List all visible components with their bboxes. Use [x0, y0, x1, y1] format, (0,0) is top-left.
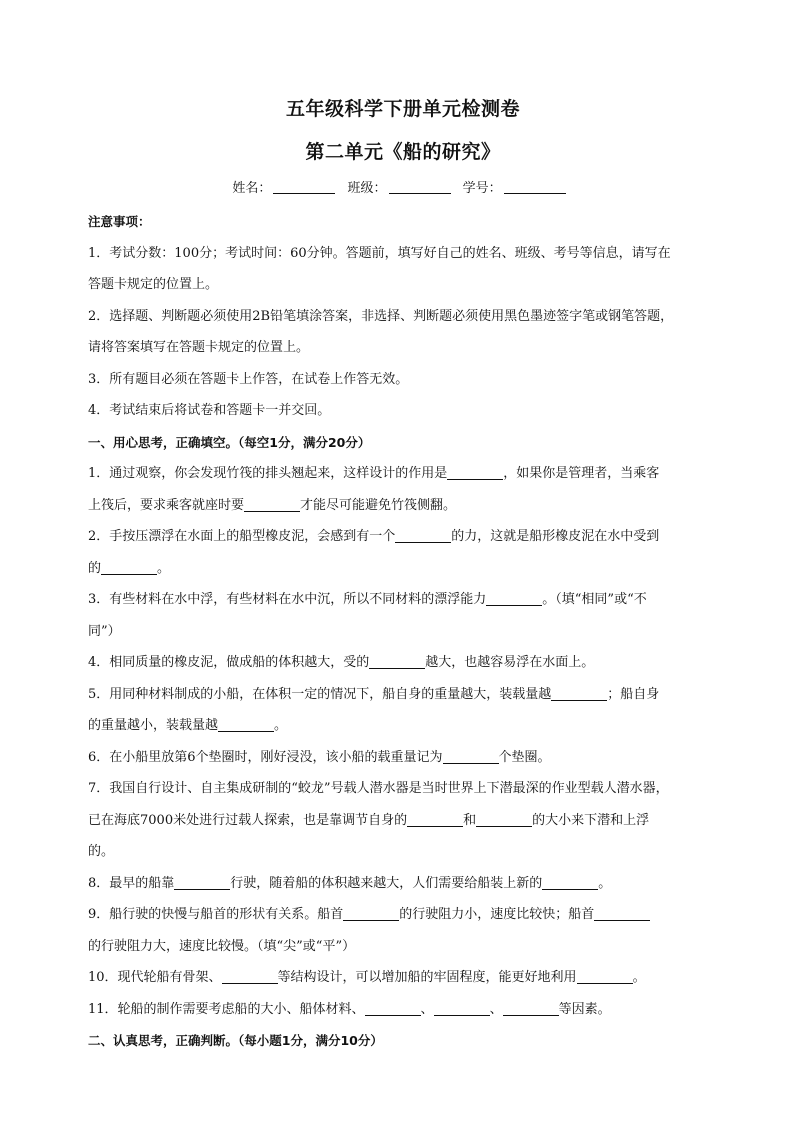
exam-body — [88, 206, 718, 1057]
name-label: 姓名： — [232, 181, 272, 196]
notice-item: 2．选择题、判断题必须使用2B铅笔填涂答案，非选择、判断题必须使用黑色墨迹签字笔或钢笔答题， — [88, 308, 674, 324]
notice-heading: 注意事项： — [88, 214, 151, 229]
question-1 — [88, 458, 718, 490]
question-text: 3．有些材料在水中浮，有些材料在水中沉，所以不同材料的漂浮能力 — [88, 592, 487, 607]
question-text: 。 — [157, 560, 171, 576]
question-text: 。（填“相同”或“不 — [542, 592, 647, 607]
question-6 — [88, 742, 718, 774]
question-5-cont — [88, 710, 718, 742]
answer-blank[interactable] — [101, 560, 157, 575]
answer-blank[interactable] — [222, 969, 278, 984]
answer-blank[interactable] — [476, 812, 532, 827]
answer-blank[interactable] — [369, 654, 425, 669]
notice-item: 4．考试结束后将试卷和答题卡一并交回。 — [88, 403, 331, 418]
answer-blank[interactable] — [503, 1001, 559, 1016]
question-text: 、 — [489, 1001, 503, 1017]
question-3-cont: 同”） — [88, 623, 121, 639]
question-text: 的重量越小，装载量越 — [88, 718, 219, 733]
answer-blank[interactable] — [407, 812, 463, 827]
question-text: 等结构设计，可以增加船的牢固程度，能更好地利用 — [277, 970, 577, 985]
question-text: 11．轮船的制作需要考虑船的大小、船体材料、 — [88, 1001, 365, 1017]
question-text: 的行驶阻力小，速度比较快；船首 — [399, 907, 595, 922]
student-info-row — [88, 177, 718, 196]
question-text: 10．现代轮船有骨架、 — [88, 970, 222, 985]
answer-blank[interactable] — [447, 465, 503, 480]
question-text: 的大小来下潜和上浮 — [532, 812, 650, 828]
question-text: 2．手按压漂浮在水面上的船型橡皮泥，会感到有一个 — [88, 529, 396, 544]
unit-subtitle: 第二单元《船的研究》 — [305, 141, 501, 163]
question-9 — [88, 899, 718, 931]
answer-blank[interactable] — [542, 875, 598, 890]
section1-heading: 一、用心思考，正确填空。（每空1分，满分20分） — [88, 434, 371, 450]
question-text: 个垫圈。 — [498, 749, 551, 765]
question-7-end: 的。 — [88, 844, 115, 859]
question-text: ，如果你是管理者，当乘客 — [503, 466, 660, 481]
answer-blank[interactable] — [594, 906, 650, 921]
question-text: 。 — [632, 970, 646, 985]
question-text: ；船自身 — [607, 686, 660, 702]
answer-blank[interactable] — [577, 969, 633, 984]
question-5 — [88, 679, 718, 711]
answer-blank[interactable] — [486, 591, 542, 606]
id-label: 学号： — [462, 181, 502, 196]
answer-blank[interactable] — [443, 749, 499, 764]
name-blank[interactable] — [273, 181, 335, 194]
question-text: 的 — [88, 560, 102, 576]
question-text: 已在海底7000米处进行过载人探索，也是靠调节自身的 — [88, 812, 408, 828]
answer-blank[interactable] — [395, 528, 451, 543]
question-10 — [88, 962, 718, 994]
question-text: 的力，这就是船形橡皮泥在水中受到 — [451, 529, 660, 544]
question-text: 上筏后，要求乘客就座时要 — [88, 497, 245, 513]
question-text: 才能尽可能避免竹筏侧翻。 — [300, 497, 457, 513]
question-3 — [88, 584, 718, 616]
notice-item: 1．考试分数：100分；考试时间：60分钟。答题前，填写好自己的姓名、班级、考号等信息，请写在 — [88, 245, 671, 261]
question-9-cont: 的行驶阻力大，速度比较慢。（填“尖”或“平”） — [88, 938, 356, 954]
section2-heading: 二、认真思考，正确判断。（每小题1分，满分10分） — [88, 1033, 383, 1048]
question-text: 1．通过观察，你会发现竹筏的排头翘起来，这样设计的作用是 — [88, 466, 448, 481]
answer-blank[interactable] — [365, 1001, 421, 1016]
question-text: 行驶，随着船的体积越来越大，人们需要给船装上新的 — [230, 875, 543, 891]
question-1-cont — [88, 490, 718, 522]
question-4 — [88, 647, 718, 679]
answer-blank[interactable] — [174, 875, 230, 890]
id-blank[interactable] — [504, 181, 566, 194]
answer-blank[interactable] — [218, 717, 274, 732]
question-text: 越大，也越容易浮在水面上。 — [425, 655, 595, 670]
class-label: 班级： — [347, 181, 387, 196]
question-text: 6．在小船里放第6个垫圈时，刚好浸没，该小船的载重量记为 — [88, 749, 443, 765]
notice-item: 3．所有题目必须在答题卡上作答，在试卷上作答无效。 — [88, 371, 409, 387]
answer-blank[interactable] — [551, 686, 607, 701]
answer-blank[interactable] — [244, 497, 300, 512]
exam-title: 五年级科学下册单元检测卷 — [285, 98, 520, 120]
class-blank[interactable] — [389, 181, 451, 194]
question-text: 等因素。 — [558, 1001, 611, 1017]
question-7-cont — [88, 805, 718, 837]
question-text: 9．船行驶的快慢与船首的形状有关系。船首 — [88, 907, 344, 922]
question-text: 和 — [463, 812, 477, 828]
question-2-cont — [88, 553, 718, 585]
notice-item: 请将答案填写在答题卡规定的位置上。 — [88, 340, 310, 355]
question-text: 5．用同种材料制成的小船，在体积一定的情况下，船自身的重量越大，装载量越 — [88, 686, 552, 702]
question-2 — [88, 521, 718, 553]
answer-blank[interactable] — [343, 906, 399, 921]
question-text: 、 — [420, 1001, 434, 1017]
question-11 — [88, 994, 718, 1026]
answer-blank[interactable] — [434, 1001, 490, 1016]
question-text: 8．最早的船靠 — [88, 875, 175, 891]
notice-item: 答题卡规定的位置上。 — [88, 277, 219, 292]
question-7: 7．我国自行设计、自主集成研制的“蛟龙”号载人潜水器是当时世界上下潜最深的作业型载人潜水器， — [88, 781, 669, 796]
question-8 — [88, 868, 718, 900]
question-text: 4．相同质量的橡皮泥，做成船的体积越大，受的 — [88, 655, 370, 670]
question-text: 。 — [598, 875, 612, 891]
question-text: 。 — [274, 718, 288, 733]
